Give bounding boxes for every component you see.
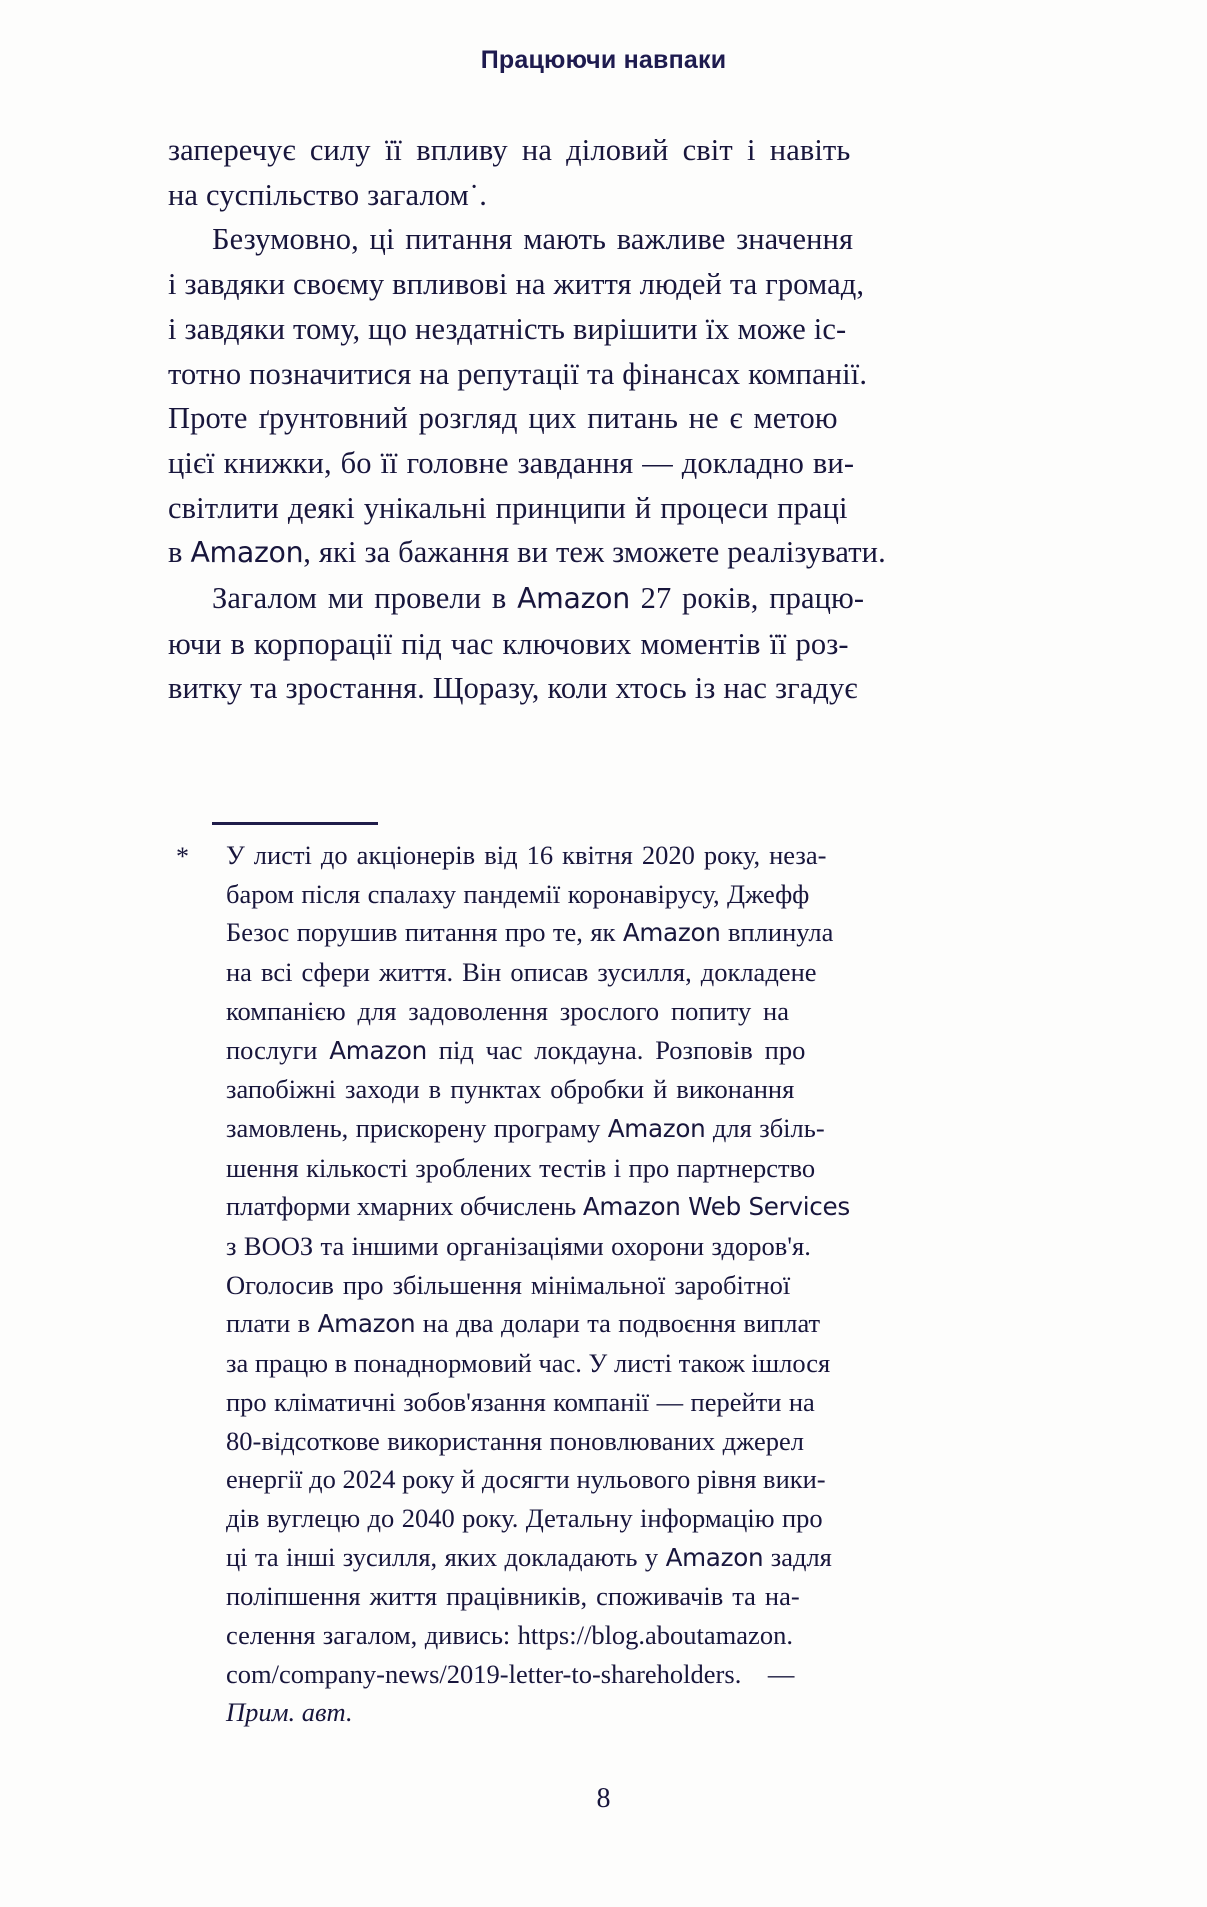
brand-amazon: Amazon xyxy=(329,1035,427,1065)
body-line: Безумовно, ці питання мають важливе значення xyxy=(212,222,854,257)
body-text-block xyxy=(168,128,916,711)
body-line: Проте ґрунтовний розгляд цих питань не є метою xyxy=(168,401,838,436)
body-line: і завдяки своєму впливові на життя людей та громад, xyxy=(168,267,865,302)
brand-amazon: Amazon xyxy=(607,1113,706,1143)
footnote-line: про кліматичні зобов'язання компанії — перейти на xyxy=(226,1386,815,1417)
body-line: на суспільство загалом˙. xyxy=(168,177,487,212)
footnote-line: на всі сфери життя. Він описав зусилля, докладене xyxy=(226,957,817,988)
body-line: заперечує силу її впливу на діловий світ і навіть xyxy=(168,133,851,167)
brand-amazon: Amazon xyxy=(517,582,630,616)
footnote-line: com/company-news/2019-letter-to-shareholders. — xyxy=(226,1658,795,1689)
footnote-line: запобіжні заходи в пунктах обробки й виконання xyxy=(226,1074,795,1105)
footnote-line: енергії до 2024 року й досягти нульового рівня вики- xyxy=(226,1464,826,1495)
brand-amazon: Amazon Web Services xyxy=(582,1192,850,1222)
body-line: Загалом ми провели в Amazon 27 років, працю- xyxy=(212,581,865,616)
footnote-line: Безос порушив питання про те, як Amazon вплинула xyxy=(226,917,834,948)
footnote-line: шення кількості зроблених тестів і про партнерство xyxy=(226,1152,816,1183)
body-line: світлити деякі унікальні принципи й процеси праці xyxy=(168,490,848,525)
footnote-text xyxy=(226,836,916,1732)
footnote-line: платформи хмарних обчислень Amazon Web Services xyxy=(226,1191,850,1222)
footnote-line: послуги Amazon під час локдауна. Розповів про xyxy=(226,1034,806,1065)
footnote-line: за працю в понаднормовий час. У листі також ішлося xyxy=(226,1348,831,1379)
footnote-line: з ВООЗ та іншими організаціями охорони здоров'я. xyxy=(226,1231,811,1262)
footnote-line: селення загалом, дивись: https://blog.aboutamazon. xyxy=(226,1620,793,1651)
footnote-line: Оголосив про збільшення мінімальної заробітної xyxy=(226,1269,791,1300)
footnote-line: поліпшення життя працівників, споживачів та на- xyxy=(226,1581,800,1612)
footnote-line: 80-відсоткове використання поновлюваних джерел xyxy=(226,1425,805,1456)
body-line: ючи в корпорації під час ключових моментів її роз- xyxy=(168,626,849,661)
running-head: Працюючи навпаки xyxy=(480,46,727,74)
body-line: і завдяки тому, що нездатність вирішити їх може іс- xyxy=(168,311,847,346)
footnote-line: ці та інші зусилля, яких докладають у Amazon задля xyxy=(226,1541,832,1572)
footnote-line: баром після спалаху пандемії коронавірусу, Джефф xyxy=(226,878,810,909)
brand-amazon: Amazon xyxy=(665,1542,764,1572)
footnote-line: компанією для задоволення зрослого попиту на xyxy=(226,995,790,1026)
body-line: в Amazon, які за бажання ви теж зможете реалізувати. xyxy=(168,535,886,570)
body-line: цієї книжки, бо її головне завдання — докладно ви- xyxy=(168,445,855,480)
body-line: витку та зростання. Щоразу, коли хтось із нас згадує xyxy=(168,671,858,706)
brand-amazon: Amazon xyxy=(622,918,721,948)
footnote-separator-rule xyxy=(212,822,378,825)
footnote-line: замовлень, прискорену програму Amazon для збіль- xyxy=(226,1112,825,1143)
footnote-line: дів вуглецю до 2040 року. Детальну інформацію про xyxy=(226,1502,823,1533)
footnote-marker: * xyxy=(176,842,189,871)
brand-amazon: Amazon xyxy=(190,536,304,570)
footnote-line: У листі до акціонерів від 16 квітня 2020 року, неза- xyxy=(226,840,827,870)
footnote-block xyxy=(176,836,916,1732)
body-line: тотно позначитися на репутації та фінансах компанії. xyxy=(168,356,868,391)
page-number: 8 xyxy=(596,1783,611,1814)
footnote-attribution: Прим. авт. xyxy=(226,1697,353,1728)
footnote-line: плати в Amazon на два долари та подвоєння виплат xyxy=(226,1308,821,1339)
brand-amazon: Amazon xyxy=(317,1309,416,1339)
